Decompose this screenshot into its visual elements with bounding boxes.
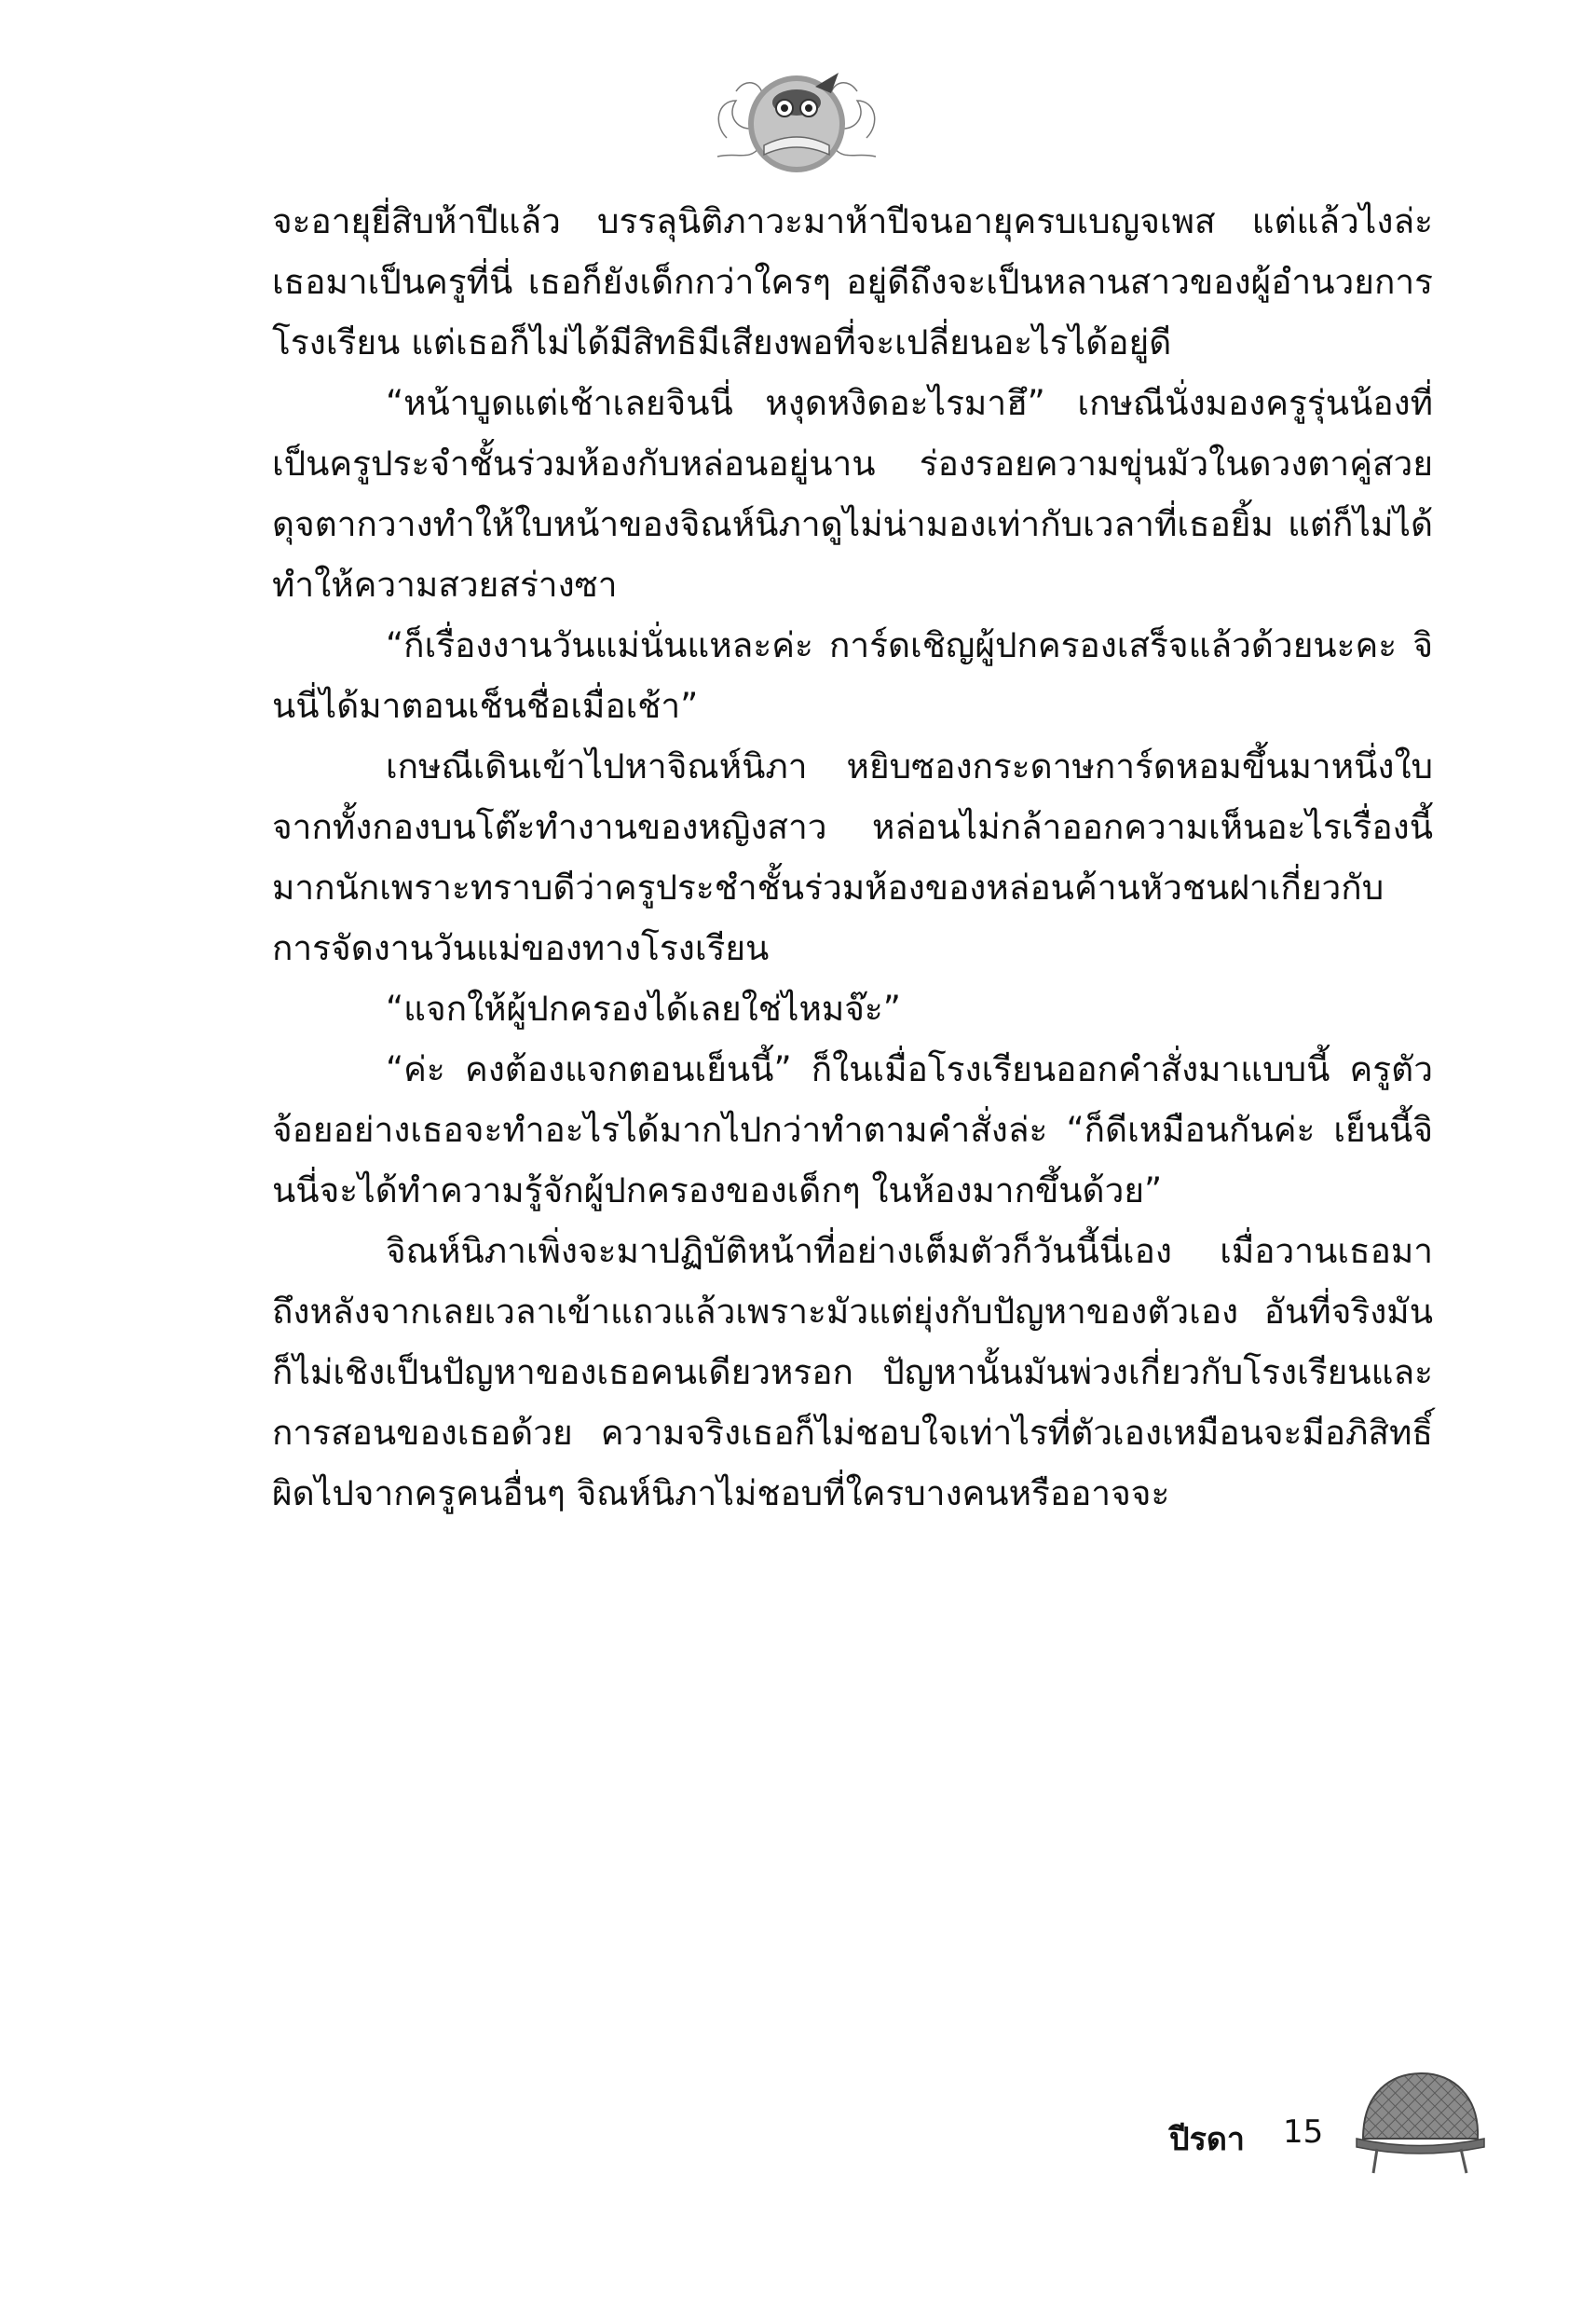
paragraph: เกษณีเดินเข้าไปหาจิณห์นิภา หยิบซองกระดาษการ์ดหอมขึ้นมาหนึ่งใบจากทั้งกองบนโต๊ะทำงานของหญิงสาว หล่อนไม่กล้าออกความเห็นอะไรเรื่องนี้มากนักเพราะทราบดีว่าครูประชำชั้นร่วมห้องของหล่อนค้านหัวชนฝาเกี่ยวกับการจัดงานวันแม่ของทางโรงเรียน (272, 746, 1433, 968)
paragraph: “ก็เรื่องงานวันแม่นั่นแหละค่ะ การ์ดเชิญผู้ปกครองเสร็จแล้วด้วยนะคะ จินนี่ได้มาตอนเช็นชื่อเมื่อเช้า” (272, 625, 1433, 726)
paragraph: “หน้าบูดแต่เช้าเลยจินนี่ หงุดหงิดอะไรมาฮึ” เกษณีนั่งมองครูรุ่นน้องที่เป็นครูประจำชั้นร่วมห้องกับหล่อนอยู่นาน ร่องรอยความขุ่นมัวในดวงตาคู่สวยดุจตากวางทำให้ใบหน้าของจิณห์นิภาดูไม่น่ามองเท่ากับเวลาที่เธอยิ้ม แต่ก็ไม่ได้ทำให้ความสวยสร่างซา (272, 383, 1433, 605)
running-footer-title: ปีรดา (1169, 2121, 1246, 2158)
helmet-icon (1349, 2059, 1489, 2181)
paragraph: “แจกให้ผู้ปกครองได้เลยใช่ไหมจ๊ะ” (386, 989, 901, 1029)
paragraph: จะอายุยี่สิบห้าปีแล้ว บรรลุนิติภาวะมาห้าปีจนอายุครบเบญจเพส แต่แล้วไงล่ะ เธอมาเป็นครูที่นี่ เธอก็ยังเด็กกว่าใครๆ อยู่ดีถึงจะเป็นหลานสาวของผู้อำนวยการโรงเรียน แต่เธอก็ไม่ได้มีสิทธิมีเสียงพอที่จะเปลี่ยนอะไรได้อยู่ดี (272, 201, 1433, 362)
paragraph: “ค่ะ คงต้องแจกตอนเย็นนี้” ก็ในเมื่อโรงเรียนออกคำสั่งมาแบบนี้ ครูตัวจ้อยอย่างเธอจะทำอะไรได้มากไปกว่าทำตามคำสั่งล่ะ “ก็ดีเหมือนกันค่ะ เย็นนี้จินนี่จะได้ทำความรู้จักผู้ปกครองของเด็กๆ ในห้องมากขึ้นด้วย” (272, 1049, 1433, 1210)
paragraph: จิณห์นิภาเพิ่งจะมาปฏิบัติหน้าที่อย่างเต็มตัวก็วันนี้นี่เอง เมื่อวานเธอมาถึงหลังจากเลยเวลาเข้าแถวแล้วเพราะมัวแต่ยุ่งกับปัญหาของตัวเอง อันที่จริงมันก็ไม่เชิงเป็นปัญหาของเธอคนเดียวหรอก ปัญหานั้นมันพ่วงเกี่ยวกับโรงเรียนและการสอนของเธอด้วย ความจริงเธอก็ไม่ชอบใจเท่าไรที่ตัวเองเหมือนจะมีอภิสิทธิ์ผิดไปจากครูคนอื่นๆ จิณห์นิภาไม่ชอบที่ใครบางคนหรืออาจจะ (272, 1231, 1433, 1513)
body-text (272, 191, 1433, 1524)
page-number: 15 (1283, 2113, 1324, 2151)
ornamental-logo-icon (708, 35, 885, 194)
